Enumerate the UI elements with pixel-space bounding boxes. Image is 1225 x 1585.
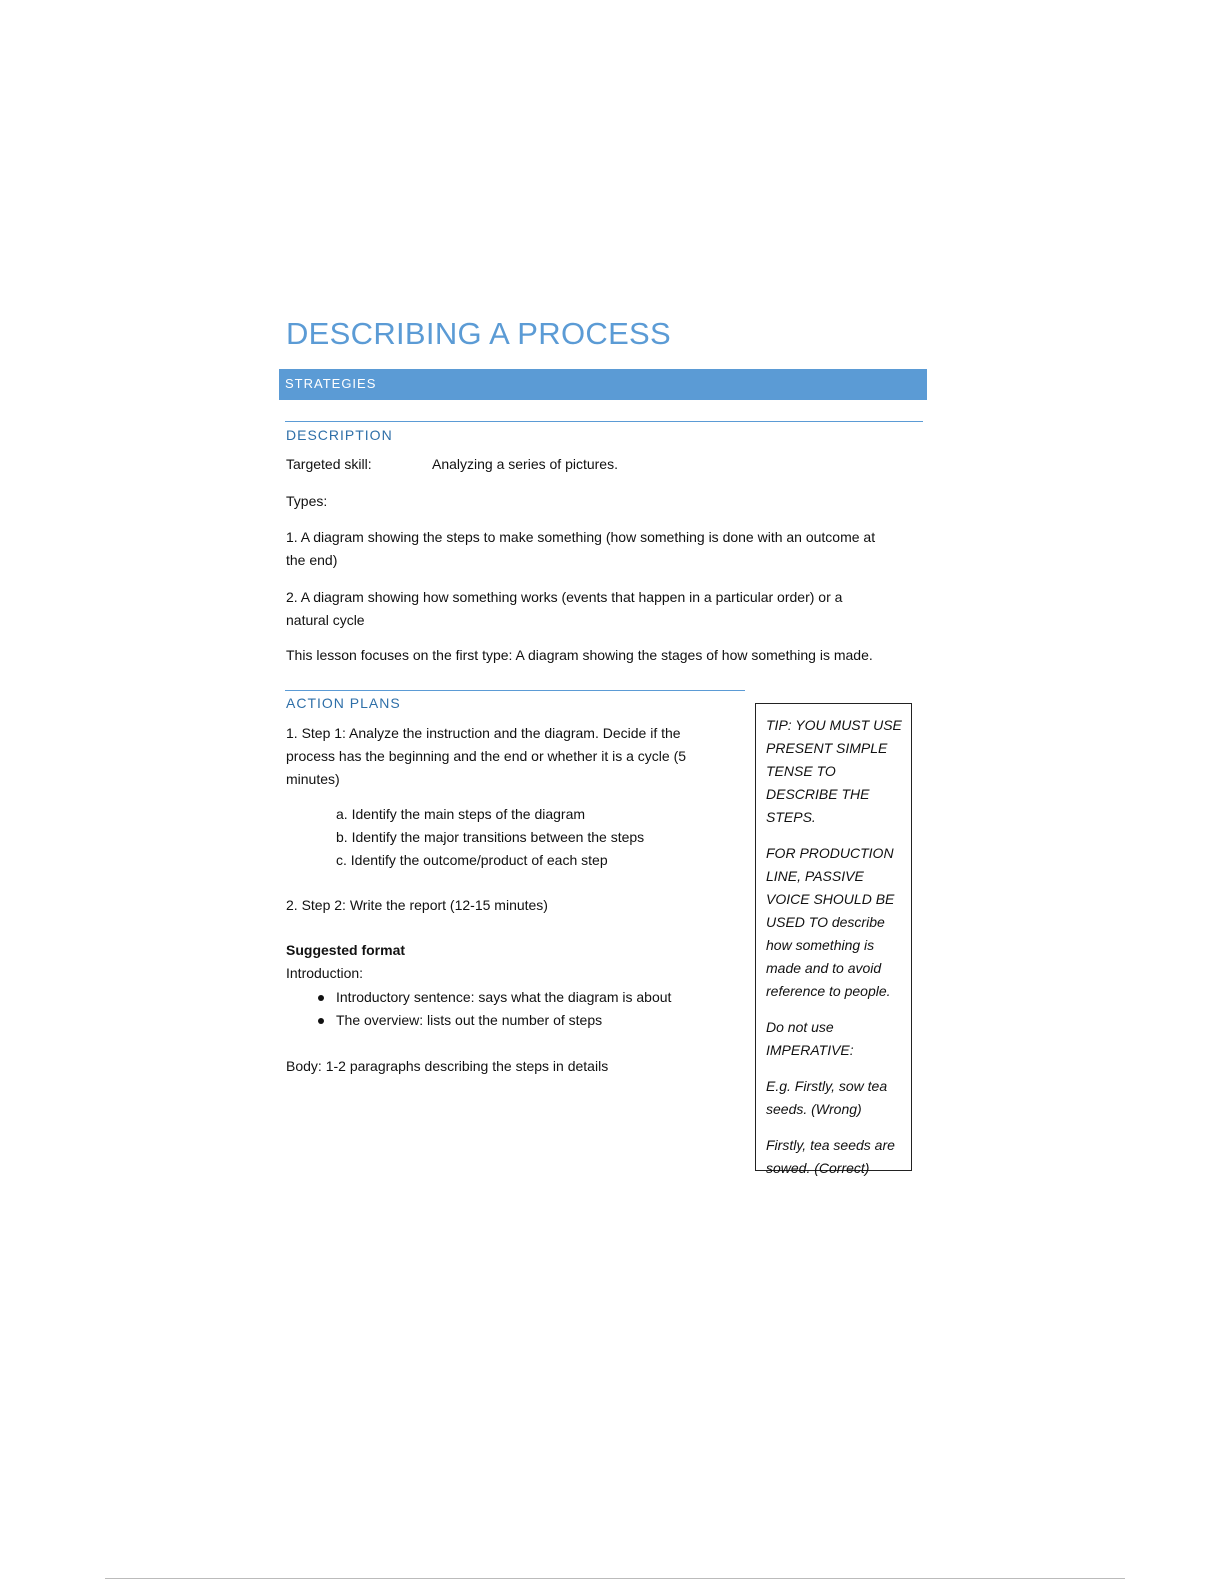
step-1-line-2: process has the beginning and the end or whether it is a cycle (5: [286, 748, 687, 764]
list-item: [336, 1009, 671, 1032]
bullet-2-text: The overview: lists out the number of steps: [336, 1012, 603, 1028]
tip-box: [755, 703, 912, 1176]
action-plans-rule: [285, 690, 745, 691]
description-rule: [285, 421, 923, 422]
bullet-icon: [318, 1018, 324, 1024]
tip-paragraph-2: FOR PRODUCTION LINE, PASSIVE VOICE SHOULD BE USED TO describe how something is made and to avoid reference to people.: [766, 845, 895, 999]
action-plans-heading: ACTION PLANS: [286, 695, 401, 711]
introduction-bullets: [336, 986, 671, 1032]
sub-step-b: b. Identify the major transitions between the steps: [336, 829, 645, 845]
step-1-line-3: minutes): [286, 771, 340, 787]
list-item: [336, 986, 671, 1009]
step-1-line-1: 1. Step 1: Analyze the instruction and the diagram. Decide if the: [286, 725, 681, 741]
footer-divider: [105, 1578, 1125, 1579]
type-2-line-2: natural cycle: [286, 612, 365, 628]
sub-step-a: a. Identify the main steps of the diagram: [336, 806, 586, 822]
sub-step-c: c. Identify the outcome/product of each step: [336, 852, 608, 868]
bullet-icon: [318, 995, 324, 1001]
page-title: DESCRIBING A PROCESS: [286, 316, 671, 351]
type-1-line-2: the end): [286, 552, 338, 568]
targeted-skill-label: Targeted skill:: [286, 456, 372, 472]
body-paragraph: Body: 1-2 paragraphs describing the steps in details: [286, 1058, 609, 1074]
tip-paragraph-3: Do not use IMPERATIVE:: [766, 1019, 854, 1058]
type-2-line-1: 2. A diagram showing how something works (events that happen in a particular order) or a: [286, 589, 843, 605]
strategies-label: STRATEGIES: [285, 376, 377, 391]
description-heading: DESCRIPTION: [286, 427, 393, 443]
introduction-label: Introduction:: [286, 965, 364, 981]
tip-paragraph-1: TIP: YOU MUST USE PRESENT SIMPLE TENSE TO DESCRIBE THE STEPS.: [766, 717, 902, 825]
bullet-1-text: Introductory sentence: says what the diagram is about: [336, 989, 672, 1005]
targeted-skill-value: Analyzing a series of pictures.: [432, 456, 618, 472]
suggested-format-heading: Suggested format: [286, 942, 406, 958]
tip-paragraph-5: Firstly, tea seeds are sowed. (Correct): [766, 1137, 895, 1176]
step-2: 2. Step 2: Write the report (12-15 minutes): [286, 897, 548, 913]
type-1-line-1: 1. A diagram showing the steps to make something (how something is done with an outcome at: [286, 529, 876, 545]
types-label: Types:: [286, 493, 328, 509]
strategies-banner: [279, 369, 927, 400]
tip-paragraph-4: E.g. Firstly, sow tea seeds. (Wrong): [766, 1078, 888, 1117]
lesson-focus: This lesson focuses on the first type: A diagram showing the stages of how something is made.: [286, 647, 873, 663]
